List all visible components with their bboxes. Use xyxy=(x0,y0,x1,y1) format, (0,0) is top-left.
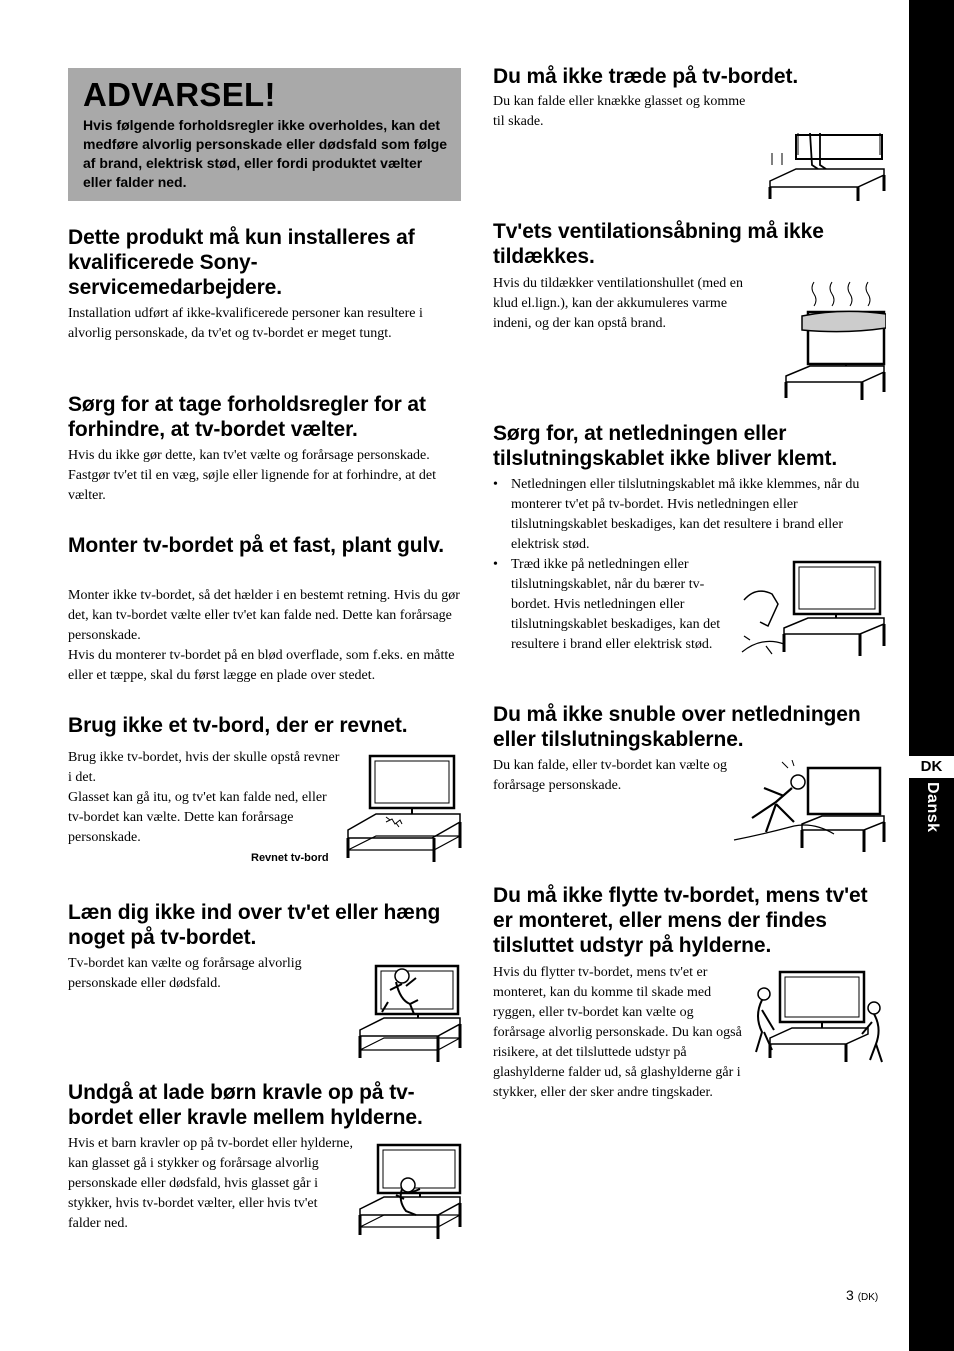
tripping-person-illustration xyxy=(732,760,886,856)
body-ventilation: Hvis du tildækker ventilationshullet (med en klud el.lign.), kan der akkumuleres varme indeni, og der kan opstå brand. xyxy=(493,276,744,331)
language-code-label: DK xyxy=(909,756,954,778)
body-lean-hang: Tv-bordet kan vælte og forårsage alvorlig personskade eller dødsfald. xyxy=(68,956,302,991)
heading-cable-pinch: Sørg for, at netledningen eller tilslutningskablet ikke bliver klemt. xyxy=(493,422,838,470)
heading-firm-floor: Monter tv-bordet på et fast, plant gulv. xyxy=(68,534,444,557)
body-children-climb: Hvis et barn kravler op på tv-bordet eller hylderne, kan glasset gå i stykker og forårsage alvorlig personskade eller dødsfald, hvis glasset går i stykker, hvis tv-bordet vælter, eller hvis tv'et falder ned. xyxy=(68,1136,353,1231)
body-firm-floor-2: Hvis du monterer tv-bordet på en blød overflade, som f.eks. en måtte eller et tæppe, skal du først lægge en plade over stedet. xyxy=(68,648,455,683)
climbing-child-illustration xyxy=(358,1141,462,1241)
heading-children-climb: Undgå at lade børn kravle op på tv-bordet eller kravle mellem hylderne. xyxy=(68,1081,423,1129)
heading-trip-cables: Du må ikke snuble over netledningen eller tilslutningskablerne. xyxy=(493,703,861,751)
covered-ventilation-illustration xyxy=(784,280,886,402)
warning-box xyxy=(68,68,461,201)
language-name-label: Dansk xyxy=(924,782,941,833)
warning-text: Hvis følgende forholdsregler ikke overholdes, kan det medføre alvorlig personskade eller dødsfald som følge af brand, elektrisk stød, eller fordi produktet vælter eller falder ned. xyxy=(83,117,448,190)
heading-ventilation: Tv'ets ventilationsåbning må ikke tildækkes. xyxy=(493,220,824,268)
body-trip-cables: Du kan falde, eller tv-bordet kan vælte og forårsage personskade. xyxy=(493,758,728,793)
heading-lean-hang: Læn dig ikke ind over tv'et eller hæng noget på tv-bordet. xyxy=(68,901,441,949)
page-number: 3 (DK) xyxy=(846,1287,879,1303)
carrying-stand-illustration xyxy=(750,966,886,1064)
leaning-child-illustration xyxy=(358,958,462,1064)
body-prevent-tipping: Hvis du ikke gør dette, kan tv'et vælte og forårsage personskade. Fastgør tv'et til en væg, søjle eller lignende for at forhindre, at det vælter. xyxy=(68,448,436,503)
cracked-stand-illustration xyxy=(346,752,462,864)
heading-move-stand: Du må ikke flytte tv-bordet, mens tv'et er monteret, eller mens der findes tilsluttet udstyr på hylderne. xyxy=(493,884,868,957)
language-side-tab xyxy=(909,0,954,1351)
body-move-stand: Hvis du flytter tv-bordet, mens tv'et er monteret, kan du komme til skade med ryggen, eller tv-bordet kan vælte og forårsage alvorlig personskade. Du kan også risikere, at det tilsluttede udstyr på glashylderne falder ud, så glashylderne går i stykker, eller der sker andre tingskader. xyxy=(493,965,742,1100)
body-qualified-installation: Installation udført af ikke-kvalificerede personer kan resultere i alvorlig personskade, da tv'et og tv-bordet er meget tungt. xyxy=(68,306,423,341)
caption-cracked-stand: Revnet tv-bord xyxy=(251,852,329,864)
stepping-feet-illustration xyxy=(768,133,886,203)
body-firm-floor-1: Monter ikke tv-bordet, så det hælder i en bestemt retning. Hvis du gør det, kan tv-bordet vælte eller tv'et kan falde ned. Dette kan forårsage personskade. xyxy=(68,588,460,643)
heading-no-stepping: Du må ikke træde på tv-bordet. xyxy=(493,65,799,88)
list-item: • Træd ikke på netledningen eller tilslutningskablet, når du bærer tv-bordet. Hvis netledningen eller tilslutningskablet beskadiges, kan det resultere i brand eller elektrisk stød. xyxy=(493,557,721,652)
body-cracked-stand-1: Brug ikke tv-bordet, hvis der skulle opstå revner i det. xyxy=(68,750,340,785)
heading-cracked-stand: Brug ikke et tv-bord, der er revnet. xyxy=(68,714,408,737)
list-item: • Netledningen eller tilslutningskablet må ikke klemmes, når du monterer tv'et på tv-bordet. Hvis netledningen eller tilslutningskablet beskadiges, kan det resultere i brand eller elektrisk stød. xyxy=(493,477,860,552)
body-cracked-stand-2: Glasset kan gå itu, og tv'et kan falde ned, eller tv-bordet kan vælte. Dette kan forårsage personskade. xyxy=(68,790,327,845)
body-no-stepping: Du kan falde eller knække glasset og komme til skade. xyxy=(493,94,746,129)
heading-prevent-tipping: Sørg for at tage forholdsregler for at forhindre, at tv-bordet vælter. xyxy=(68,393,426,441)
cable-stepping-illustration xyxy=(740,560,886,660)
warning-title: ADVARSEL! xyxy=(83,76,276,113)
heading-qualified-installation: Dette produkt må kun installeres af kvalificerede Sony-servicemedarbejdere. xyxy=(68,226,415,299)
